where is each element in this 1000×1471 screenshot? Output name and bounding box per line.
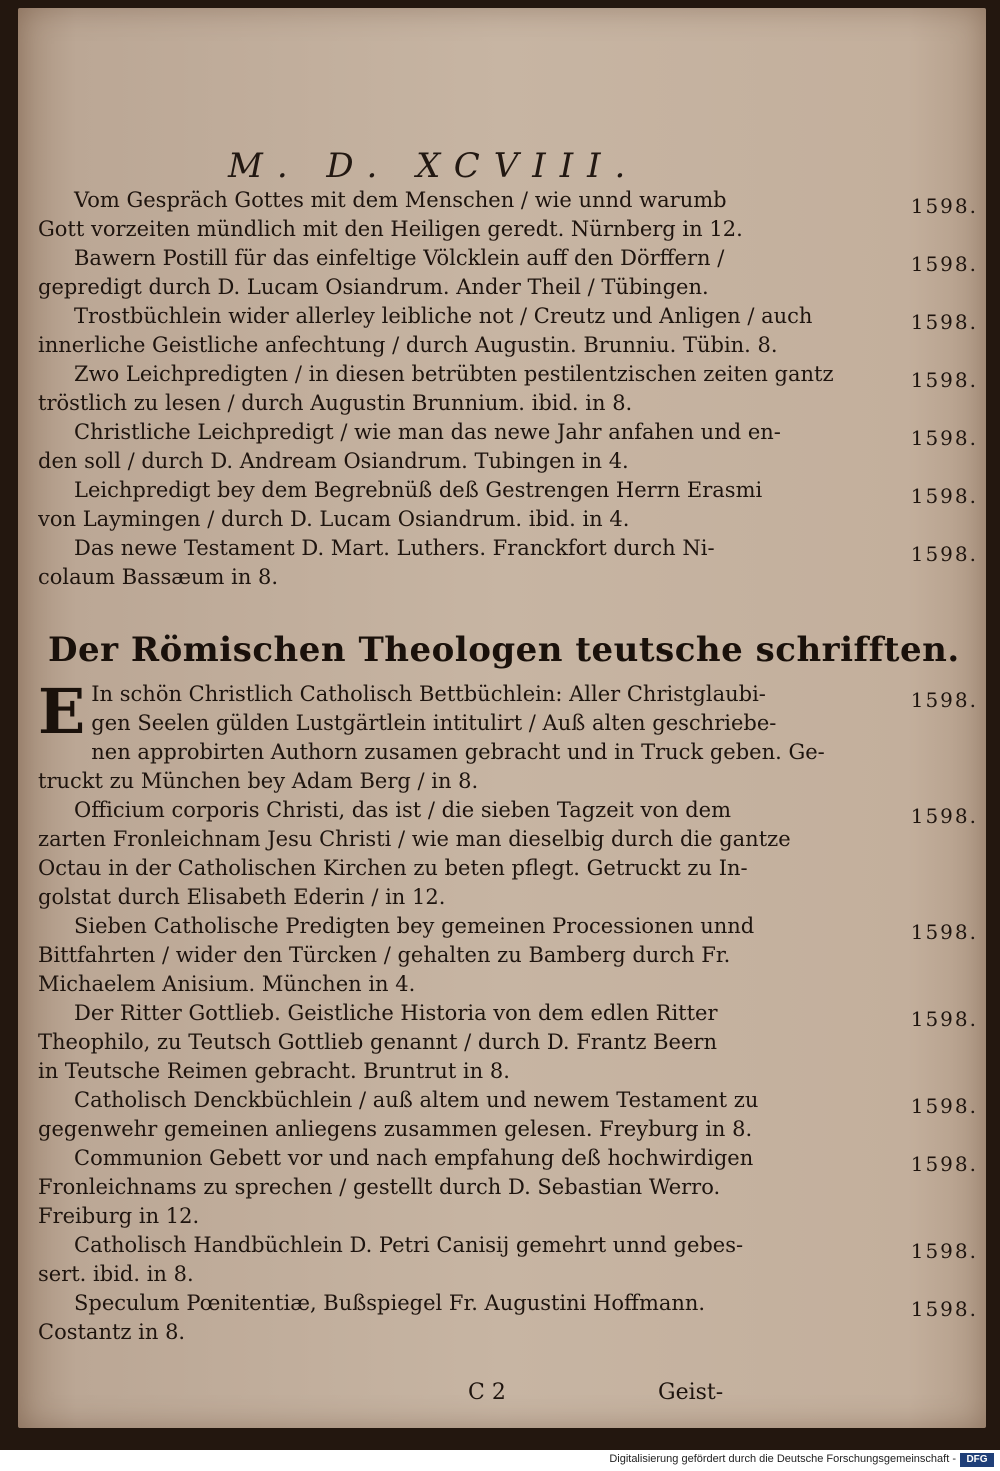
bibliography-entry bbox=[38, 1144, 978, 1231]
entry-line: Leichpredigt bey dem Begrebnüß deß Gestrengen Herrn Erasmi bbox=[74, 478, 763, 502]
entry-line: truckt zu München bey Adam Berg / in 8. bbox=[38, 769, 479, 793]
entry-line: Vom Gespräch Gottes mit dem Menschen / wie unnd warumb bbox=[74, 188, 727, 212]
entry-year: 1598. bbox=[910, 368, 978, 392]
bibliography-entry bbox=[38, 360, 978, 418]
entry-line: von Laymingen / durch D. Lucam Osiandrum. ibid. in 4. bbox=[38, 507, 630, 531]
entry-line: in Teutsche Reimen gebracht. Bruntrut in 8. bbox=[38, 1059, 510, 1083]
entry-line: den soll / durch D. Andream Osiandrum. Tubingen in 4. bbox=[38, 449, 629, 473]
entry-line: Costantz in 8. bbox=[38, 1320, 186, 1344]
entry-year: 1598. bbox=[910, 804, 978, 828]
footer-credit: Digitalisierung gefördert durch die Deutsche Forschungsgemeinschaft - bbox=[609, 1453, 956, 1465]
entry-line: Das newe Testament D. Mart. Luthers. Franckfort durch Ni- bbox=[74, 536, 715, 560]
entry-year: 1598. bbox=[910, 1094, 978, 1118]
entry-line: Sieben Catholische Predigten bey gemeinen Processionen unnd bbox=[74, 914, 755, 938]
bibliography-entry bbox=[38, 912, 978, 999]
entry-line: Zwo Leichpredigten / in diesen betrübten pestilentzischen zeiten gantz bbox=[74, 362, 834, 386]
bibliography-entry bbox=[38, 244, 978, 302]
bibliography-entry bbox=[38, 186, 978, 244]
entry-line: tröstlich zu lesen / durch Augustin Brunnium. ibid. in 8. bbox=[38, 391, 633, 415]
entry-year: 1598. bbox=[910, 194, 978, 218]
entry-line: Catholisch Handbüchlein D. Petri Canisij gemehrt unnd gebes- bbox=[74, 1233, 744, 1257]
entry-year: 1598. bbox=[910, 310, 978, 334]
entry-year: 1598. bbox=[910, 688, 978, 712]
entry-line: gepredigt durch D. Lucam Osiandrum. Ander Theil / Tübingen. bbox=[38, 275, 709, 299]
entry-line: Speculum Pœnitentiæ, Bußspiegel Fr. Augustini Hoffmann. bbox=[74, 1291, 706, 1315]
entries-list-top bbox=[38, 186, 978, 592]
entry-line: innerliche Geistliche anfechtung / durch Augustin. Brunniu. Tübin. 8. bbox=[38, 333, 778, 357]
bibliography-entry bbox=[38, 476, 978, 534]
entry-line: Bittfahrten / wider den Türcken / gehalten zu Bamberg durch Fr. bbox=[38, 943, 731, 967]
digitization-footer bbox=[0, 1450, 1000, 1471]
entry-line: gen Seelen gülden Lustgärtlein intitulirt / Auß alten geschriebe- bbox=[91, 711, 777, 735]
bibliography-entry bbox=[38, 534, 978, 592]
entry-line: Theophilo, zu Teutsch Gottlieb genannt / durch D. Frantz Beern bbox=[38, 1030, 717, 1054]
entry-year: 1598. bbox=[910, 252, 978, 276]
entry-line: Officium corporis Christi, das ist / die sieben Tagzeit von dem bbox=[74, 798, 731, 822]
entry-line: sert. ibid. in 8. bbox=[38, 1262, 194, 1286]
page-foot bbox=[18, 1380, 986, 1410]
entry-line: zarten Fronleichnam Jesu Christi / wie man dieselbig durch die gantze bbox=[38, 827, 791, 851]
bibliography-entry bbox=[38, 675, 978, 796]
bibliography-entry bbox=[38, 999, 978, 1086]
entry-line: In schön Christlich Catholisch Bettbüchlein: Aller Christglaubi- bbox=[91, 682, 766, 706]
entry-line: Bawern Postill für das einfeltige Völcklein auff den Dörffern / bbox=[74, 246, 725, 270]
entry-line: Fronleichnams zu sprechen / gestellt durch D. Sebastian Werro. bbox=[38, 1175, 721, 1199]
entry-year: 1598. bbox=[910, 426, 978, 450]
signature-mark: C 2 bbox=[468, 1380, 506, 1405]
entry-line: Gott vorzeiten mündlich mit den Heiligen geredt. Nürnberg in 12. bbox=[38, 217, 743, 241]
entry-line: Der Ritter Gottlieb. Geistliche Historia von dem edlen Ritter bbox=[74, 1001, 718, 1025]
bibliography-entry bbox=[38, 1231, 978, 1289]
catchword: Geist- bbox=[658, 1380, 724, 1405]
bibliography-entry bbox=[38, 418, 978, 476]
section-heading: Der Römischen Theologen teutsche schrifften. bbox=[48, 630, 960, 670]
entry-line: Communion Gebett vor und nach empfahung deß hochwirdigen bbox=[74, 1146, 754, 1170]
entry-line: Trostbüchlein wider allerley leibliche not / Creutz und Anligen / auch bbox=[74, 304, 813, 328]
entry-line: Michaelem Anisium. München in 4. bbox=[38, 972, 416, 996]
bibliography-entry bbox=[38, 302, 978, 360]
entry-line: Octau in der Catholischen Kirchen zu beten pflegt. Getruckt zu In- bbox=[38, 856, 748, 880]
drop-capital: E bbox=[38, 675, 86, 748]
running-head: M. D. XCVIII. bbox=[228, 146, 640, 186]
entry-line: Christliche Leichpredigt / wie man das newe Jahr anfahen und en- bbox=[74, 420, 781, 444]
book-page bbox=[18, 8, 986, 1428]
entry-line: Freiburg in 12. bbox=[38, 1204, 200, 1228]
dfg-logo: DFG bbox=[960, 1453, 994, 1467]
bibliography-entry bbox=[38, 796, 978, 912]
entry-year: 1598. bbox=[910, 1239, 978, 1263]
entry-year: 1598. bbox=[910, 1007, 978, 1031]
entry-year: 1598. bbox=[910, 484, 978, 508]
entry-year: 1598. bbox=[910, 1297, 978, 1321]
bibliography-entry bbox=[38, 1086, 978, 1144]
entries-list-bottom bbox=[38, 675, 978, 1347]
entry-line: Catholisch Denckbüchlein / auß altem und newem Testament zu bbox=[74, 1088, 759, 1112]
entry-line: nen approbirten Authorn zusamen gebracht und in Truck geben. Ge- bbox=[91, 740, 825, 764]
entry-line: colaum Bassæum in 8. bbox=[38, 565, 279, 589]
entry-line: gegenwehr gemeinen anliegens zusammen gelesen. Freyburg in 8. bbox=[38, 1117, 753, 1141]
entry-year: 1598. bbox=[910, 920, 978, 944]
entry-year: 1598. bbox=[910, 542, 978, 566]
entry-line: golstat durch Elisabeth Ederin / in 12. bbox=[38, 885, 446, 909]
bibliography-entry bbox=[38, 1289, 978, 1347]
entry-year: 1598. bbox=[910, 1152, 978, 1176]
